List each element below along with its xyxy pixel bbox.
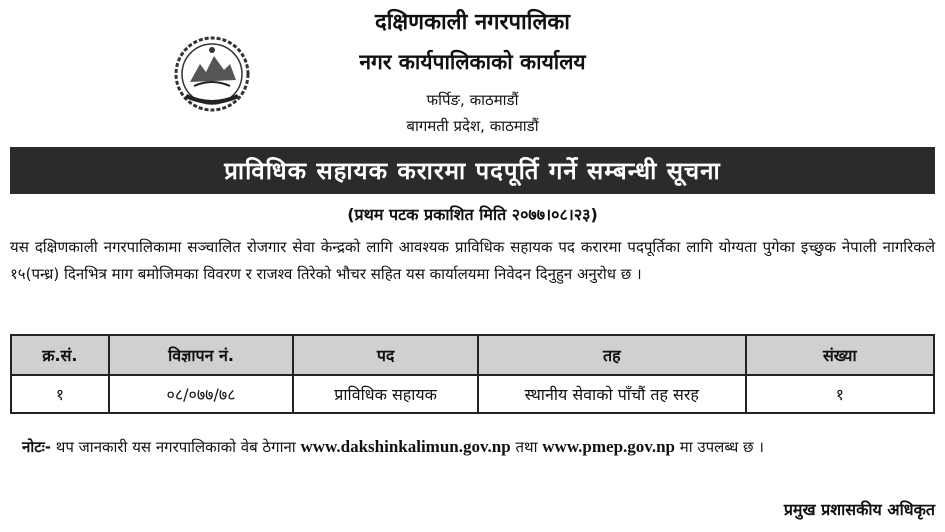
cell-advertisement-no: ०८/०७७/७८ — [109, 375, 294, 413]
notice-body-text: यस दक्षिणकाली नगरपालिकामा सञ्चालित रोजगार सेवा केन्द्रको लागि आवश्यक प्राविधिक सहायक पद करारमा पदपूर्तिका लागि योग्यता पुगेका इच्छुक नेपाली नागरिकले १५(पन्ध्र) दिनभित्र माग बमोजिमका विवरण र राजश्व तिरेको भौचर सहित यस कार्यालयमा निवेदन दिनुहुन अनुरोध छ । — [10, 238, 935, 283]
cell-serial: १ — [11, 375, 109, 413]
cell-count: १ — [746, 375, 934, 413]
cell-post: प्राविधिक सहायक — [293, 375, 478, 413]
col-header-count: संख्या — [746, 335, 934, 375]
note-text-2: तथा — [510, 438, 543, 456]
publication-date: (प्रथम पटक प्रकाशित मिति २०७७।०८।२३) — [347, 205, 598, 224]
col-header-level: तह — [478, 335, 746, 375]
office-name: नगर कार्यपालिकाको कार्यालय — [359, 50, 586, 74]
municipality-website-link[interactable]: www.dakshinkalimun.gov.np — [300, 437, 511, 456]
address-line-2: बागमती प्रदेश, काठमाडौं — [406, 117, 539, 135]
notice-title: प्राविधिक सहायक करारमा पदपूर्ति गर्ने सम्बन्धी सूचना — [224, 157, 721, 185]
note-text-1: थप जानकारी यस नगरपालिकाको वेब ठेगाना — [51, 438, 301, 456]
cell-level: स्थानीय सेवाको पाँचौं तह सरह — [478, 375, 746, 413]
col-header-serial: क्र.सं. — [11, 335, 109, 375]
table-header-row — [11, 335, 934, 375]
notice-title-banner — [10, 147, 935, 194]
municipality-name: दक्षिणकाली नगरपालिका — [375, 10, 570, 35]
note-text-3: मा उपलब्ध छ । — [675, 438, 764, 456]
note-section — [22, 433, 922, 461]
address-line-1: फर्पिङ, काठमाडौं — [426, 91, 519, 109]
col-header-post: पद — [293, 335, 478, 375]
vacancy-table — [10, 334, 935, 414]
col-header-advertisement-no: विज्ञापन नं. — [109, 335, 294, 375]
table-row — [11, 375, 934, 413]
signatory-title: प्रमुख प्रशासकीय अधिकृत — [783, 500, 935, 519]
note-label: नोटः- — [22, 438, 52, 456]
pmep-website-link[interactable]: www.pmep.gov.np — [542, 437, 676, 456]
